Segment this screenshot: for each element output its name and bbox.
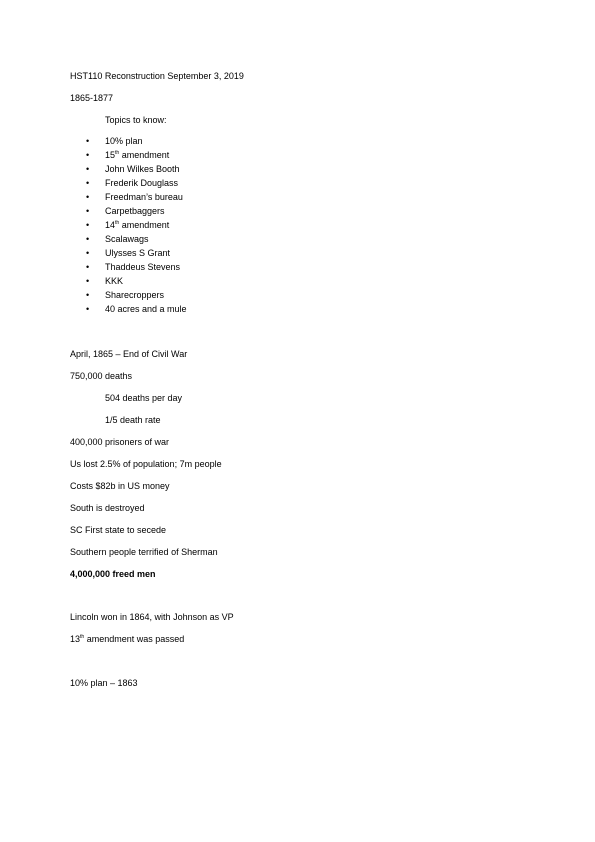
bullet-icon: • <box>86 290 90 300</box>
bullet-icon: • <box>86 164 90 174</box>
amendment-13-post: amendment was passed <box>84 634 185 644</box>
topic-text <box>105 136 143 147</box>
topic-text <box>105 276 123 287</box>
topic-text-main: Freedman’s bureau <box>105 192 183 202</box>
topics-heading: Topics to know: <box>105 115 167 125</box>
topic-text-main: KKK <box>105 276 124 286</box>
topic-text <box>105 220 169 231</box>
topic-text-main: Thaddeus Stevens <box>105 262 181 272</box>
topic-text <box>105 290 164 301</box>
ten-percent-plan: 10% plan – 1863 <box>70 678 138 688</box>
topic-text <box>105 150 169 161</box>
amendment-13 <box>70 634 184 645</box>
amendment-13-sup: th <box>80 634 85 640</box>
bullet-icon: • <box>86 276 90 286</box>
topic-text <box>105 262 180 273</box>
topic-text-main: John Wilkes Booth <box>105 164 180 174</box>
deaths: 750,000 deaths <box>70 371 133 381</box>
bullet-icon: • <box>86 206 90 216</box>
topic-text-post: amendment <box>119 150 170 160</box>
topic-text <box>105 178 178 189</box>
bullet-icon: • <box>86 262 90 272</box>
topic-text <box>105 234 149 245</box>
south-destroyed: South is destroyed <box>70 503 145 513</box>
population-loss: Us lost 2.5% of population; 7m people <box>70 459 222 469</box>
document-title: HST110 Reconstruction September 3, 2019 <box>70 71 244 81</box>
topic-text-main: 40 acres and a mule <box>105 304 187 314</box>
bullet-icon: • <box>86 248 90 258</box>
topic-text-sup: th <box>115 220 120 226</box>
bullet-icon: • <box>86 150 90 160</box>
bullet-icon: • <box>86 192 90 202</box>
topic-text-main: Scalawags <box>105 234 149 244</box>
deaths-per-day: 504 deaths per day <box>105 393 183 403</box>
bullet-icon: • <box>86 234 90 244</box>
topic-text-main: Sharecroppers <box>105 290 165 300</box>
topic-text <box>105 164 180 175</box>
topic-text-main: 10% plan <box>105 136 143 146</box>
topic-text-main: Ulysses S Grant <box>105 248 171 258</box>
topic-text-main: 14 <box>105 220 116 230</box>
topic-text <box>105 248 170 259</box>
bullet-icon: • <box>86 220 90 230</box>
topic-text-main: Frederik Douglass <box>105 178 179 188</box>
freed-men: 4,000,000 freed men <box>70 569 156 579</box>
death-rate: 1/5 death rate <box>105 415 161 425</box>
bullet-icon: • <box>86 304 90 314</box>
sherman: Southern people terrified of Sherman <box>70 547 218 557</box>
topic-text <box>105 206 165 217</box>
prisoners: 400,000 prisoners of war <box>70 437 170 447</box>
bullet-icon: • <box>86 178 90 188</box>
amendment-13-pre: 13 <box>70 634 81 644</box>
topic-text-sup: th <box>115 150 120 156</box>
costs: Costs $82b in US money <box>70 481 170 491</box>
bullet-icon: • <box>86 136 90 146</box>
sc-secede: SC First state to secede <box>70 525 167 535</box>
civil-war-end: April, 1865 – End of Civil War <box>70 349 188 359</box>
topic-text-main: 15 <box>105 150 116 160</box>
lincoln: Lincoln won in 1864, with Johnson as VP <box>70 612 234 622</box>
topic-text-main: Carpetbaggers <box>105 206 165 216</box>
topic-text-post: amendment <box>119 220 170 230</box>
topic-text <box>105 192 183 203</box>
date-range: 1865-1877 <box>70 93 114 103</box>
topic-text <box>105 304 187 315</box>
